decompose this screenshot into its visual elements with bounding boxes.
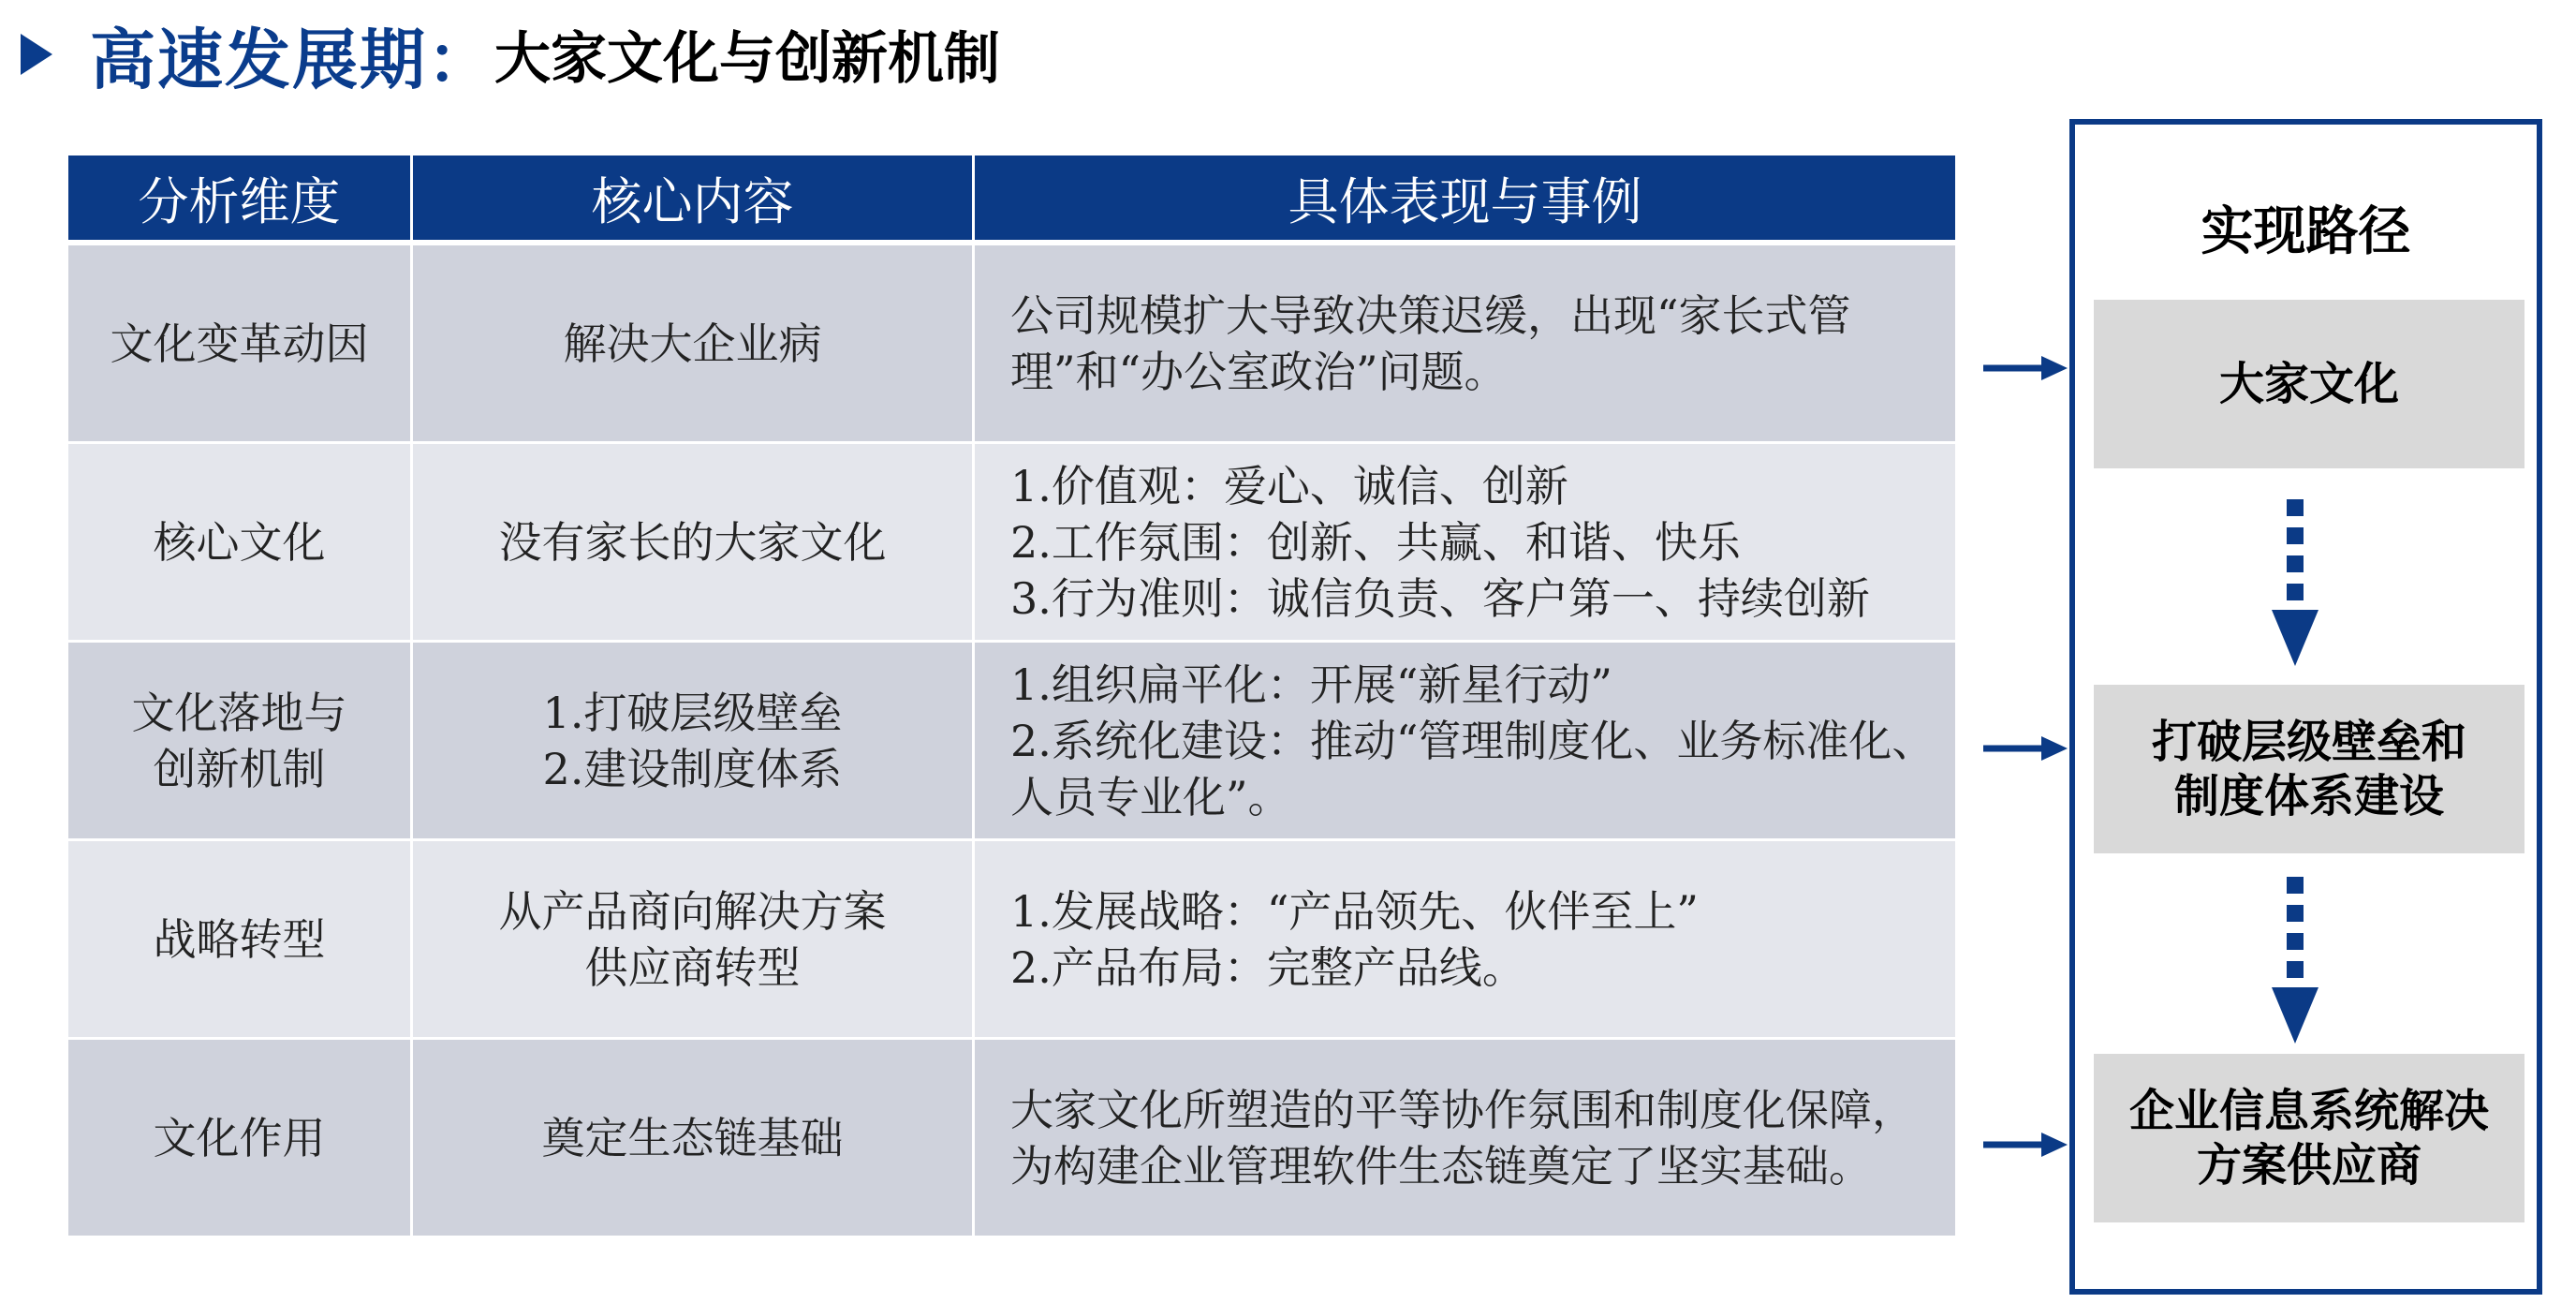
- path-title: 实现路径: [2201, 201, 2411, 262]
- cell-dimension: 文化落地与 创新机制: [67, 642, 412, 840]
- cell-core: 没有家长的大家文化: [412, 443, 974, 642]
- path-step: 打破层级壁垒和制度体系建设: [2094, 685, 2524, 853]
- arrow-right-icon: [1983, 734, 2068, 763]
- cell-detail: 大家文化所塑造的平等协作氛围和制度化保障，为构建企业管理软件生态链奠定了坚实基础。: [974, 1039, 1957, 1237]
- cell-core: 1.打破层级壁垒 2.建设制度体系: [412, 642, 974, 840]
- dotted-arrow-down-icon: [2272, 877, 2318, 1045]
- cell-dimension: 核心文化: [67, 443, 412, 642]
- title-main: 高速发展期：: [90, 21, 494, 98]
- page-title: [21, 7, 1000, 101]
- arrow-right-icon: [1983, 354, 2068, 382]
- header-core: 核心内容: [412, 155, 974, 244]
- triangle-right-icon: [21, 34, 52, 75]
- title-sub: 大家文化与创新机制: [494, 26, 1000, 92]
- table-row: [67, 840, 1957, 1039]
- implementation-path-panel: [2069, 119, 2542, 1295]
- cell-detail: 公司规模扩大导致决策迟缓，出现“家长式管理”和“办公室政治”问题。: [974, 243, 1957, 443]
- table-row: [67, 243, 1957, 443]
- dotted-arrow-down-icon: [2272, 499, 2318, 668]
- cell-detail: 1.发展战略：“产品领先、伙伴至上” 2.产品布局：完整产品线。: [974, 840, 1957, 1039]
- cell-dimension: 文化作用: [67, 1039, 412, 1237]
- cell-detail: 1.组织扁平化：开展“新星行动” 2.系统化建设：推动“管理制度化、业务标准化、人员专业化”。: [974, 642, 1957, 840]
- analysis-table: [66, 153, 1958, 1238]
- cell-core: 解决大企业病: [412, 243, 974, 443]
- path-step: 大家文化: [2094, 300, 2524, 468]
- cell-core: 从产品商向解决方案 供应商转型: [412, 840, 974, 1039]
- table-row: [67, 443, 1957, 642]
- path-step: 企业信息系统解决方案供应商: [2094, 1054, 2524, 1222]
- header-detail: 具体表现与事例: [974, 155, 1957, 244]
- cell-dimension: 战略转型: [67, 840, 412, 1039]
- table-row: [67, 1039, 1957, 1237]
- header-dimension: 分析维度: [67, 155, 412, 244]
- cell-dimension: 文化变革动因: [67, 243, 412, 443]
- table-header-row: [67, 155, 1957, 244]
- table-row: [67, 642, 1957, 840]
- arrow-right-icon: [1983, 1131, 2068, 1159]
- cell-core: 奠定生态链基础: [412, 1039, 974, 1237]
- cell-detail: 1.价值观：爱心、诚信、创新 2.工作氛围：创新、共赢、和谐、快乐 3.行为准则：诚信负责、客户第一、持续创新: [974, 443, 1957, 642]
